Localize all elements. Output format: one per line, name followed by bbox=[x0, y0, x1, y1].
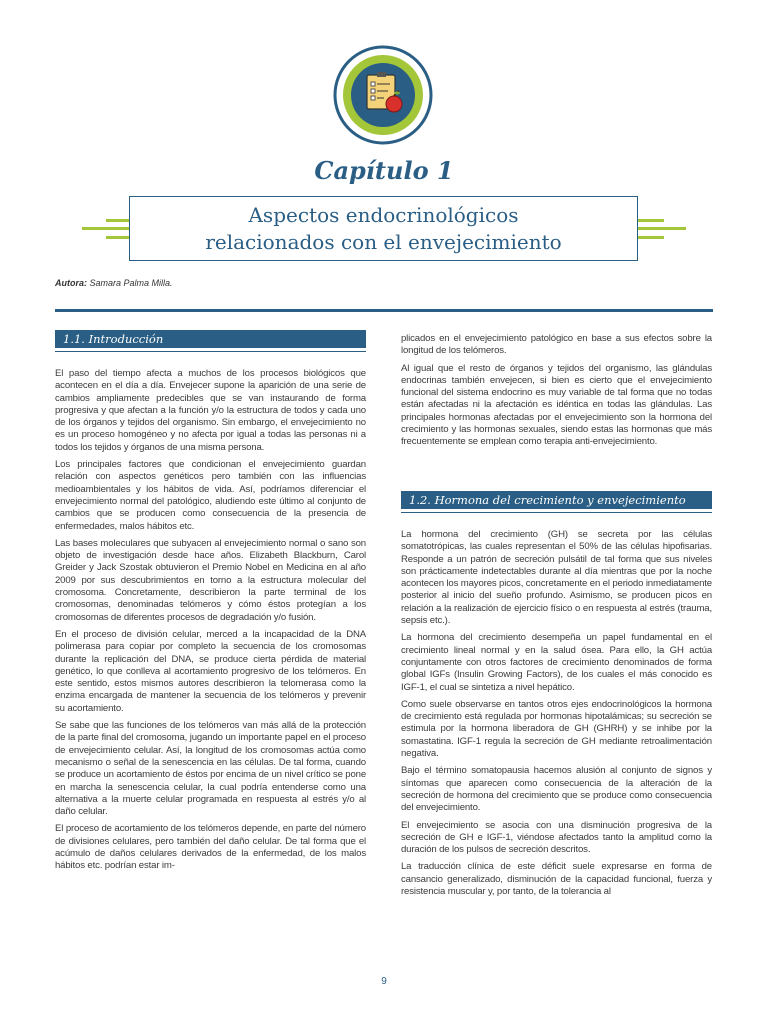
section-heading-introduccion: 1.1. Introducción bbox=[55, 330, 366, 348]
header-rule bbox=[55, 309, 713, 312]
section-heading-hormona-crecimiento: 1.2. Hormona del crecimiento y envejecimiento bbox=[401, 491, 712, 509]
paragraph: Se sabe que las funciones de los telómeros van más allá de la protección de la parte final del cromosoma, jugando un importante papel en el proceso de envejecimiento celular. Así, la longitud de los cromosomas actúa como mecanismo o señal de la senescencia en las células. De tal forma, cuando se produce un acortamiento de éstos por encima de un nivel crítico se pone en marcha la senescencia celular, la cual podría entenderse como una alternativa a la muerte celular programada en respuesta al estrés y/o al daño celular. bbox=[55, 720, 367, 818]
right-column-bottom bbox=[401, 529, 712, 903]
paragraph: La traducción clínica de este déficit suele expresarse en forma de cansancio generalizado, disminución de la capacidad funcional, fuerza y resistencia muscular y, por tanto, de la tolerancia al bbox=[401, 861, 712, 898]
left-column bbox=[55, 368, 366, 878]
paragraph: El envejecimiento se asocia con una disminución progresiva de la secreción de GH e IGF-1, viéndose afectados tanto la amplitud como la duración de los pulsos de secreción descritos. bbox=[401, 819, 712, 856]
author-name: Samara Palma Milla. bbox=[89, 278, 173, 288]
decorative-line bbox=[630, 227, 686, 230]
right-column-top bbox=[401, 333, 712, 454]
title-line-2: relacionados con el envejecimiento bbox=[205, 230, 562, 254]
paragraph: Como suele observarse en tantos otros ejes endocrinológicos la hormona de crecimiento está regulada por hormonas hipotalámicas; su secreción se estimula por la hormona liberadora de GH (GHRH) y se inhibe por la somastatina. IGF-1 regula la secreción de GH mediante retroalimentación negativa. bbox=[401, 698, 712, 760]
paragraph: Las bases moleculares que subyacen al envejecimiento normal o sano son objeto de investigación desde hace años. Elizabeth Blackburn, Carol Greider y Jack Szostak obtuvieron el Premio Nobel en Medicina en al año 2009 por sus descubrimientos en torno a la estructura molecular del cromosoma. Concretamente, describieron la parte terminal de los cromosomas, denominadas telómeros y cómo éstos protegían a los cromosomas de diferentes procesos de degradación y/o fusión. bbox=[55, 537, 366, 623]
author-line bbox=[55, 278, 173, 288]
paragraph: La hormona del crecimiento (GH) se secreta por las células somatotrópicas, las cuales representan el 50% de las células hipofisarias. Responde a un patrón de secreción pulsátil de tal forma que sus niveles son prácticamente indetectables durante al día mientras que por la noche acontecen los mayores picos, concretamente en el periodo inmediatamente posterior al inicio del sueño profundo. Asimismo, se producen picos en relación a la realización de ejercicio físico o en respuesta al estrés (trauma, sepsis etc.). bbox=[401, 529, 712, 627]
author-label: Autora: bbox=[55, 278, 87, 288]
paragraph: El proceso de acortamiento de los telómeros depende, en parte del número de divisiones celulares, pero también del daño celular. De tal forma que el acúmulo de daños celulares derivados de la enfermedad, de los malos hábitos etc. podrían estar im- bbox=[55, 823, 366, 872]
paragraph: Bajo el término somatopausia hacemos alusión al conjunto de signos y síntomas que aparecen como consecuencia de la alteración de la secreción de hormona del crecimiento que se produce como consecuencia del envejecimiento. bbox=[401, 765, 712, 814]
paragraph: La hormona del crecimiento desempeña un papel fundamental en el crecimiento lineal normal y en la salud ósea. Para ello, la GH actúa conjuntamente con otros factores de crecimiento denominados de forma global IGFs (Insulin Growing Factors), de los cuales el más conocido es IGF-1, el cual se sintetiza a nivel hepático. bbox=[401, 632, 712, 693]
title-line-1: Aspectos endocrinológicos bbox=[248, 203, 519, 227]
paragraph: El paso del tiempo afecta a muchos de los procesos biológicos que acontecen en el día a día. Envejecer supone la aparición de una serie de cambios ampliamente predecibles que se van instaurando de forma progresiva y que afectan a la función y/o la estructura de todos y cada uno de los órganos y tejidos del organismo. Sin embargo, el envejecimiento no es un proceso homogéneo y no afecta por igual a todas las personas ni a todos los tejidos y órganos de una misma persona. bbox=[55, 368, 366, 453]
paragraph: Los principales factores que condicionan el envejecimiento guardan relación con aspectos genéticos pero también con las influencias medioambientales y los hábitos de vida. Así, podríamos diferenciar el envejecimiento normal del patológico, aludiendo este último al conjunto de cambios que se producen como consecuencia de la presencia de enfermedades, malos hábitos etc. bbox=[55, 459, 366, 532]
page-number: 9 bbox=[381, 976, 387, 987]
chapter-emblem-icon bbox=[326, 45, 440, 145]
paragraph: En el proceso de división celular, merced a la incapacidad de la DNA polimerasa para copiar por completo la secuencia de los cromosomas durante la replicación del DNA, se produce cierta pérdida de material genético, lo que conlleva al acortamiento progresivo de los telómeros. En este sentido, estos mismos autores describieron la telomerasa como la enzima encargada de mantener la secuencia de los telómeros y prevenir su acortamiento. bbox=[55, 628, 366, 714]
paragraph: plicados en el envejecimiento patológico en base a sus efectos sobre la longitud de los telómeros. bbox=[401, 333, 712, 357]
paragraph: Al igual que el resto de órganos y tejidos del organismo, las glándulas endocrinas también envejecen, si bien es cierto que el envejecimiento funcional del sistema endocrino es muy variable de tal forma que no todas están afectadas ni la afectación es idéntica en todas las glándulas. Las principales hormonas afectadas por el envejecimiento son la hormona del crecimiento y las hormonas sexuales, siendo estas las hormonas que más frecuentemente se emplean como terapia anti-envejecimiento. bbox=[401, 362, 712, 448]
chapter-title-box bbox=[129, 196, 638, 261]
chapter-title: Capítulo 1 bbox=[314, 156, 454, 185]
